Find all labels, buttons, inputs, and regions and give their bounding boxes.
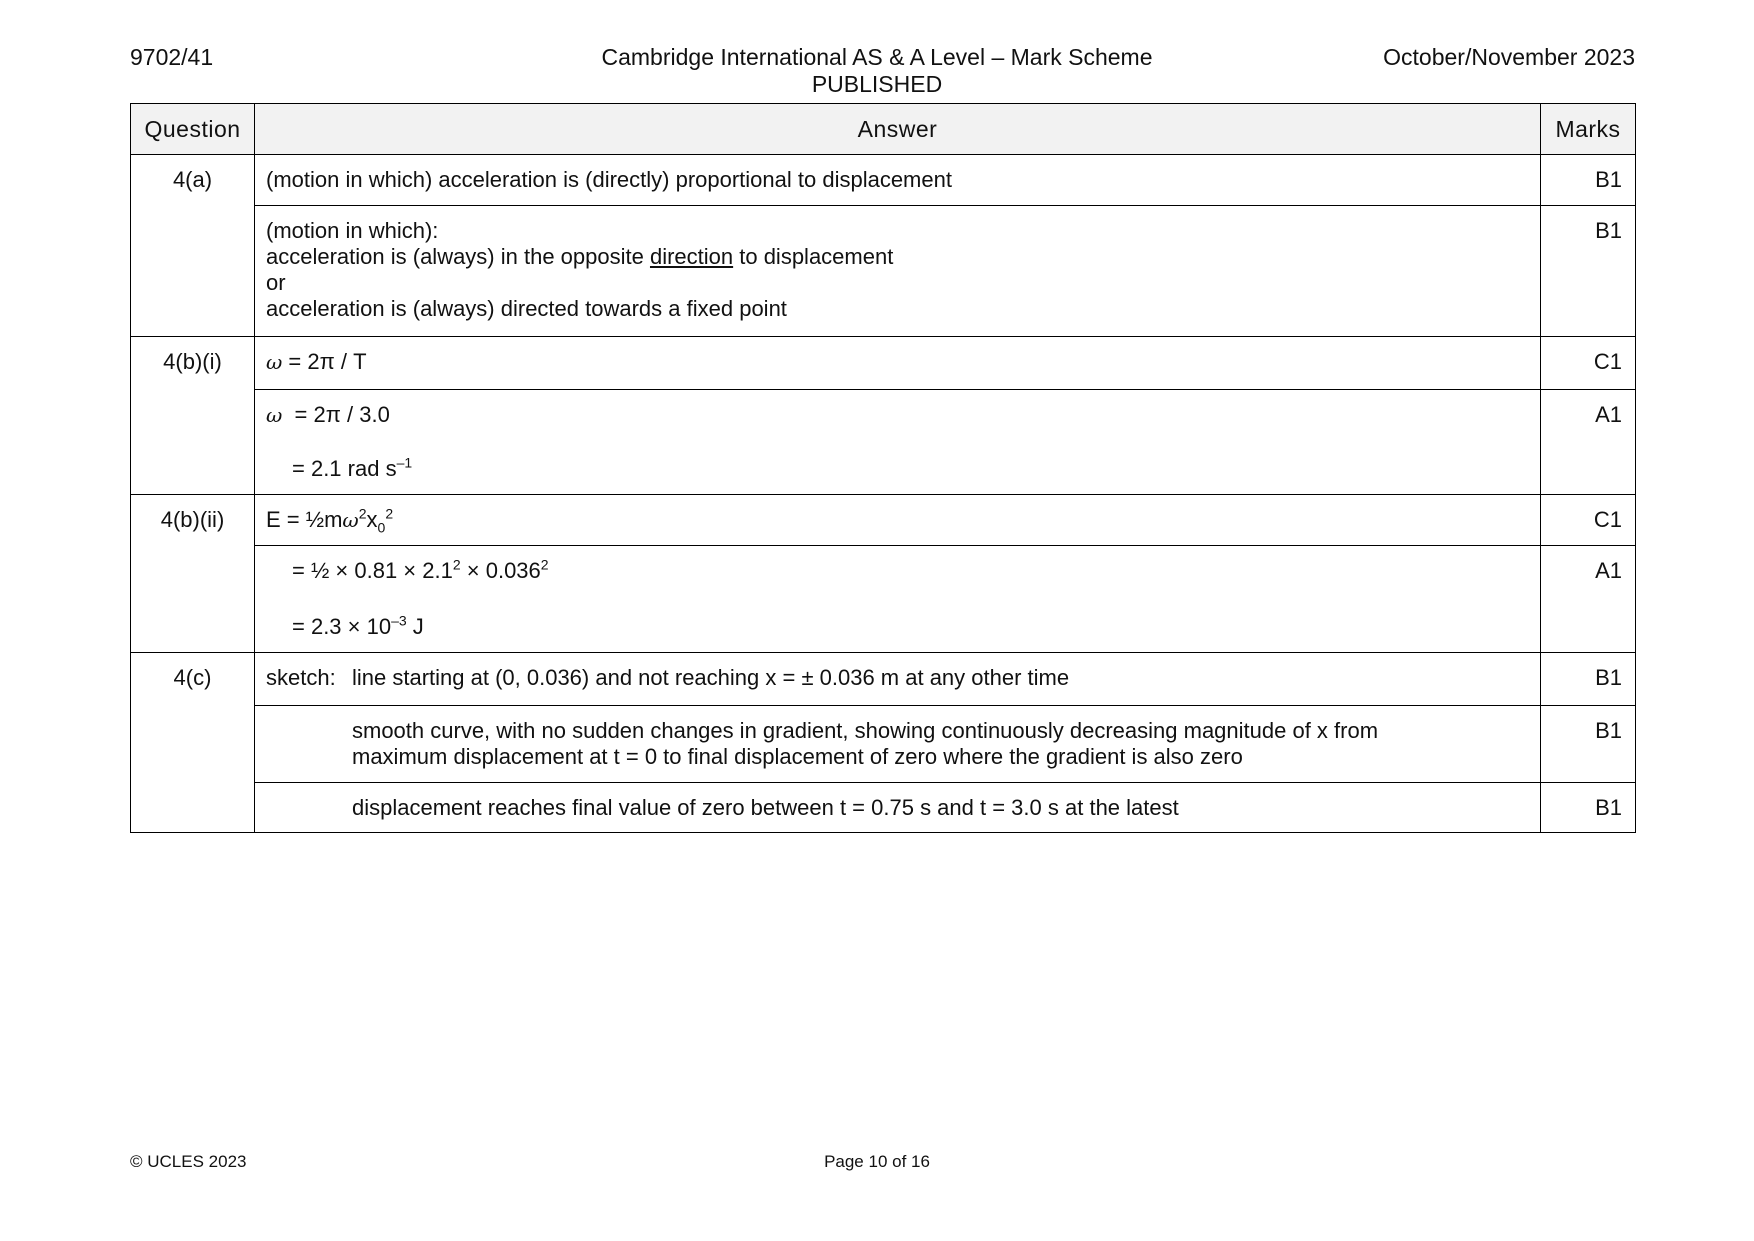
subscript: 0 (377, 519, 386, 536)
mark-scheme-table (130, 103, 1636, 833)
answer-line: displacement reaches final value of zero between t = 0.75 s and t = 3.0 s at the latest (352, 795, 1179, 820)
answer-text: = 2π / T (282, 349, 367, 374)
mark-cell: B1 (1541, 783, 1636, 833)
answer-text: = 2.1 rad s (292, 456, 397, 481)
answer-cell (255, 206, 1541, 337)
table-row (131, 155, 1636, 206)
table-row (131, 706, 1636, 783)
answer-line (266, 558, 1530, 584)
marks-column-header: Marks (1541, 104, 1636, 155)
question-number: 4(b)(ii) (131, 495, 255, 653)
document-subtitle: PUBLISHED (811, 71, 943, 97)
answer-line: smooth curve, with no sudden changes in gradient, showing continuously decreasing magnitude of x from (352, 718, 1379, 743)
question-column-header: Question (131, 104, 255, 155)
table-row (131, 206, 1636, 337)
table-row (131, 495, 1636, 546)
answer-cell: (motion in which) acceleration is (directly) proportional to displacement (255, 155, 1541, 206)
mark-cell: A1 (1541, 546, 1636, 653)
answer-text: x (366, 507, 378, 532)
answer-cell (255, 783, 1541, 833)
paper-code: 9702/41 (130, 44, 214, 70)
answer-line (266, 665, 1530, 691)
omega-symbol: ω (342, 508, 359, 532)
sketch-label: sketch: (266, 665, 336, 690)
superscript: 2 (452, 556, 461, 573)
question-number: 4(b)(i) (131, 337, 255, 495)
answer-text: line starting at (0, 0.036) and not reaching x = ± 0.036 m at any other time (352, 665, 1070, 690)
table-row (131, 783, 1636, 833)
table-row (131, 337, 1636, 390)
table-header-row (131, 104, 1636, 155)
table-row (131, 546, 1636, 653)
answer-text: × 0.036 (460, 558, 541, 583)
answer-line (266, 402, 1530, 428)
mark-cell: B1 (1541, 155, 1636, 206)
answer-cell (255, 546, 1541, 653)
answer-text: E = ½m (266, 507, 343, 532)
answer-text: = 2.3 × 10 (292, 614, 392, 639)
answer-text: acceleration is (always) in the opposite (266, 244, 650, 269)
question-number: 4(c) (131, 653, 255, 833)
line-gap (266, 584, 1530, 614)
mark-cell: A1 (1541, 390, 1636, 495)
answer-cell (255, 390, 1541, 495)
underlined-keyword: direction (649, 244, 734, 269)
line-gap (266, 428, 1530, 456)
answer-cell (255, 495, 1541, 546)
answer-cell (255, 653, 1541, 706)
answer-text: = ½ × 0.81 × 2.1 (292, 558, 453, 583)
omega-symbol: ω (266, 403, 283, 427)
answer-cell (255, 706, 1541, 783)
answer-column-header: Answer (255, 104, 1541, 155)
superscript: –1 (396, 454, 413, 471)
mark-cell: B1 (1541, 706, 1636, 783)
answer-text: = 2π / 3.0 (282, 402, 390, 427)
answer-line (266, 614, 1530, 640)
superscript: –3 (391, 612, 407, 629)
table-row (131, 653, 1636, 706)
answer-line: maximum displacement at t = 0 to final displacement of zero where the gradient is also zero (352, 744, 1243, 769)
table-row (131, 390, 1636, 495)
document-title: Cambridge International AS & A Level – Mark Scheme (601, 44, 1153, 70)
superscript: 2 (540, 556, 549, 573)
superscript: 2 (385, 505, 394, 522)
answer-line: or (266, 270, 286, 295)
exam-session: October/November 2023 (1383, 44, 1635, 70)
question-number: 4(a) (131, 155, 255, 337)
mark-cell: C1 (1541, 495, 1636, 546)
answer-text: to displacement (733, 244, 894, 269)
mark-cell: C1 (1541, 337, 1636, 390)
copyright: © UCLES 2023 (130, 1152, 247, 1171)
answer-cell (255, 337, 1541, 390)
page-number: Page 10 of 16 (824, 1152, 930, 1171)
answer-text: J (406, 614, 424, 639)
answer-line (266, 456, 1530, 482)
answer-line: acceleration is (always) directed towards a fixed point (266, 296, 787, 321)
superscript: 2 (358, 505, 367, 522)
answer-line: (motion in which): (266, 218, 439, 243)
mark-cell: B1 (1541, 653, 1636, 706)
omega-symbol: ω (266, 350, 283, 374)
answer-line (266, 244, 1530, 270)
mark-cell: B1 (1541, 206, 1636, 337)
